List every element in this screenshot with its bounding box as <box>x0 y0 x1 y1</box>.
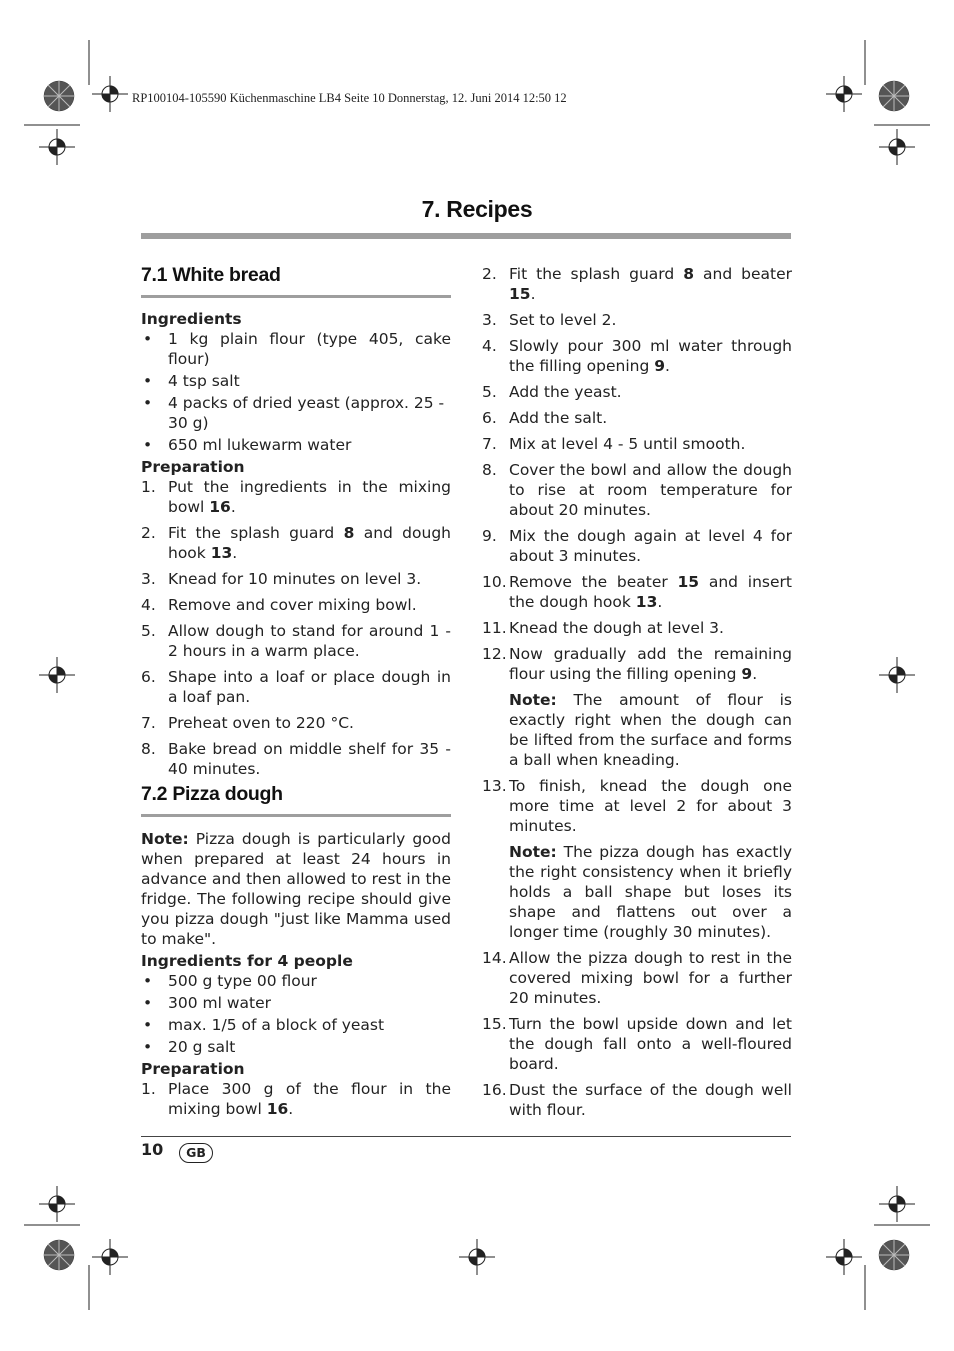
step-item: 4. Remove and cover mixing bowl. <box>141 596 417 614</box>
section-rule <box>141 295 451 298</box>
step-item: 10. Remove the beater 15 and insert the dough hook 13. <box>482 573 792 611</box>
step-item: 9. Mix the dough again at level 4 for about 3 minutes. <box>482 527 792 565</box>
page-number: 10 <box>141 1140 164 1159</box>
step-item: 11. Knead the dough at level 3. <box>482 619 724 637</box>
step-item: 5. Allow dough to stand for around 1 - 2 hours in a warm place. <box>141 622 451 660</box>
white-bread-body <box>141 309 451 785</box>
pizza-dough-body <box>141 829 451 1125</box>
step-item: 2. Fit the splash guard 8 and beater 15. <box>482 265 792 303</box>
page-title: 7. Recipes <box>421 196 533 222</box>
step-item: 14. Allow the pizza dough to rest in the covered mixing bowl for a further 20 minutes. <box>482 949 792 1007</box>
title-underline <box>141 233 791 239</box>
step-item: 3. Knead for 10 minutes on level 3. <box>141 570 422 588</box>
step-item: 6. Add the salt. <box>482 409 608 427</box>
step-item: 1. Put the ingredients in the mixing bowl 16. <box>141 478 451 516</box>
footer-rule <box>141 1136 791 1137</box>
step-item: 12. Now gradually add the remaining flour using the filling opening 9. <box>482 645 792 683</box>
step-item: 8. Bake bread on middle shelf for 35 - 40 minutes. <box>141 740 451 778</box>
list-item: • 4 packs of dried yeast (approx. 25 - 30 g) <box>143 394 445 432</box>
ingredients-label: Ingredients for 4 people <box>141 952 353 970</box>
list-item: • 650 ml lukewarm water <box>143 436 352 454</box>
ingredients-label: Ingredients <box>141 310 242 328</box>
step-item: 2. Fit the splash guard 8 and dough hook 13. <box>141 524 451 562</box>
step-item: 4. Slowly pour 300 ml water through the filling opening 9. <box>482 337 792 375</box>
step-item: 6. Shape into a loaf or place dough in a loaf pan. <box>141 668 451 706</box>
preparation-label: Preparation <box>141 1060 245 1078</box>
step-item: 8. Cover the bowl and allow the dough to rise at room temperature for about 20 minutes. <box>482 461 792 519</box>
list-item: • max. 1/5 of a block of yeast <box>143 1016 385 1034</box>
step-item: 16. Dust the surface of the dough well with flour. <box>482 1081 792 1119</box>
step-item: 3. Set to level 2. <box>482 311 617 329</box>
preparation-label: Preparation <box>141 458 245 476</box>
list-item: • 4 tsp salt <box>143 372 240 390</box>
list-item: • 1 kg plain flour (type 405, cake flour) <box>143 330 451 368</box>
step-item: 7. Preheat oven to 220 °C. <box>141 714 354 732</box>
section-rule <box>141 814 451 817</box>
section-heading-pizza-dough: 7.2 Pizza dough <box>141 783 283 805</box>
step-item: 15. Turn the bowl upside down and let the dough fall onto a well-floured board. <box>482 1015 792 1073</box>
note-paragraph: Note: Pizza dough is particularly good when prepared at least 24 hours in advance and then allowed to rest in the fridge. The following recipe should give you pizza dough "just like Mamma used to make". <box>141 830 451 948</box>
print-header: RP100104-105590 Küchenmaschine LB4 Seite 10 Donnerstag, 12. Juni 2014 12:50 12 <box>132 91 567 105</box>
pizza-steps-continued <box>482 264 792 1126</box>
list-item: • 20 g salt <box>143 1038 236 1056</box>
step-note: Note: The pizza dough has exactly the right consistency when it briefly holds a ball shape but loses its shape and flattens out over a longer time (roughly 30 minutes). <box>509 843 792 941</box>
step-item: 13. To finish, knead the dough one more time at level 2 for about 3 minutes. <box>482 777 792 835</box>
step-item: 5. Add the yeast. <box>482 383 622 401</box>
section-heading-white-bread: 7.1 White bread <box>141 264 281 286</box>
step-item: 1. Place 300 g of the flour in the mixing bowl 16. <box>141 1080 451 1118</box>
list-item: • 300 ml water <box>143 994 272 1012</box>
list-item: • 500 g type 00 flour <box>143 972 317 990</box>
language-badge: GB <box>179 1143 213 1163</box>
step-item: 7. Mix at level 4 - 5 until smooth. <box>482 435 746 453</box>
step-note: Note: The amount of flour is exactly right when the dough can be lifted from the surface and forms a ball when kneading. <box>509 691 792 769</box>
